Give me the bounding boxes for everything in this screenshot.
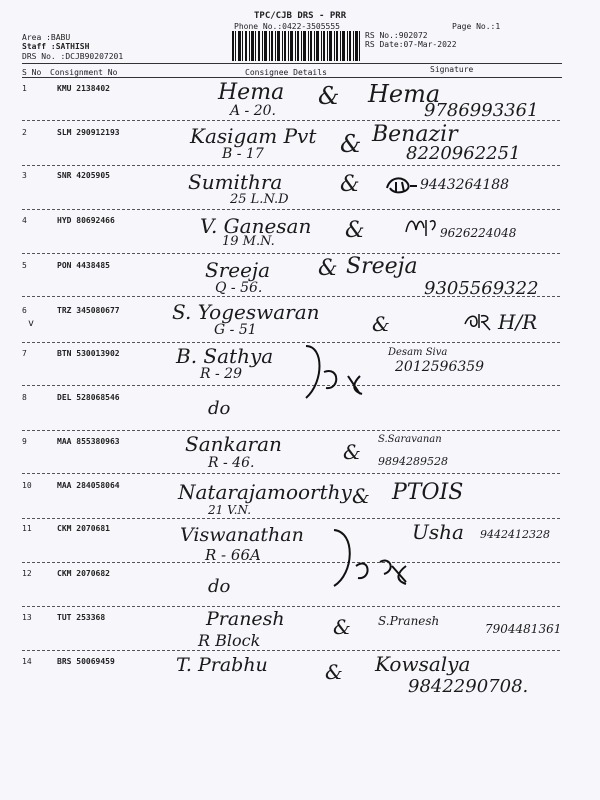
handwritten-signature-scribble [384,174,418,198]
staff-label: Staff :SATHISH [22,42,90,51]
handwritten-ampersand: & [343,440,361,464]
handwritten-address: R - 46. [208,455,255,471]
handwritten-phone: 9443264188 [420,177,510,193]
col-sno: S No [22,68,42,77]
handwritten-signature: S.Saravanan [378,434,442,445]
handwritten-phone: 9786993361 [424,100,539,121]
handwritten-address: A - 20. [230,103,277,119]
row-sno: 4 [22,216,27,225]
phone-number: Phone No.:0422-3505555 [234,22,340,31]
handwritten-ampersand: & [345,218,365,243]
handwritten-ampersand: & [325,660,343,684]
rs-date: RS Date:07-Mar-2022 [365,40,457,49]
handwritten-address: B - 17 [222,146,264,162]
row-divider [22,473,560,474]
area-label: Area :BABU [22,33,71,42]
handwritten-address: R Block [198,631,261,650]
row-divider [22,253,560,254]
handwritten-ampersand: & [318,256,338,281]
row-consignment: MAA 284058064 [57,481,120,490]
row-divider [22,165,560,166]
row-sno: 8 [22,393,27,402]
handwritten-consignee-name: Sreeja [205,258,271,282]
row-sno: 10 [22,481,32,490]
row-consignment: BRS 50069459 [57,657,115,666]
handwritten-address: R - 66A [205,546,261,564]
col-consignee: Consignee Details [245,68,327,77]
handwritten-phone: 8220962251 [406,143,521,164]
row-divider [22,518,560,519]
page-number: Page No.:1 [452,22,501,31]
handwritten-signature-scribble [404,214,440,240]
handwritten-ampersand: & [372,312,390,336]
rs-number: RS No.:902072 [365,31,428,40]
row-divider [22,606,560,607]
handwritten-signature: S.Pranesh [378,614,440,628]
row-divider [22,430,560,431]
row-divider [22,650,560,651]
col-consignment: Consignment No [50,68,118,77]
header-top-rule [22,63,562,64]
handwritten-ditto-bracket [330,526,410,590]
handwritten-address: R - 29 [200,366,242,382]
drs-number: DRS No. :DCJB90207201 [22,52,124,61]
handwritten-consignee-name: Hema [218,80,285,105]
handwritten-consignee-name: Kasigam Pvt [190,124,317,148]
handwritten-consignee-name: B. Sathya [176,344,274,368]
handwritten-signature: Hema [368,80,441,108]
row-divider [22,562,560,563]
row-consignment: CKM 2070681 [57,524,110,533]
tick-mark: v [28,318,35,329]
handwritten-signature: Kowsalya [375,652,471,676]
row-consignment: MAA 855380963 [57,437,120,446]
handwritten-address: G - 51 [214,322,257,338]
handwritten-address: 19 M.N. [222,234,275,249]
row-sno: 13 [22,613,32,622]
row-sno: 9 [22,437,27,446]
handwritten-phone: 9305569322 [424,278,539,299]
header-bottom-rule [22,77,562,78]
handwritten-phone: 9626224048 [440,226,517,240]
row-consignment: DEL 528068546 [57,393,120,402]
handwritten-consignee-name: S. Yogeswaran [172,300,320,324]
handwritten-address: Q - 56. [215,280,263,296]
handwritten-ampersand: & [340,172,360,197]
handwritten-signature: H/R [498,310,538,334]
handwritten-signature: Desam Siva [388,347,448,358]
handwritten-phone: 9442412328 [480,528,550,541]
handwritten-ditto-bracket [300,342,370,402]
row-sno: 6 [22,306,27,315]
row-consignment: PON 4438485 [57,261,110,270]
handwritten-consignee-name: V. Ganesan [200,214,312,238]
handwritten-consignee-name: Sankaran [185,432,282,456]
handwritten-address: 21 V.N. [208,503,252,517]
handwritten-signature: Sreeja [346,254,418,279]
row-sno: 11 [22,524,32,533]
handwritten-ampersand: & [352,484,370,508]
document-title: TPC/CJB DRS - PRR [254,11,347,21]
row-sno: 3 [22,171,27,180]
row-consignment: TUT 253368 [57,613,106,622]
handwritten-address: 25 L.N.D [230,192,289,207]
handwritten-phone: 7904481361 [485,622,562,636]
row-sno: 5 [22,261,27,270]
row-consignment: BTN 530013902 [57,349,120,358]
handwritten-consignee-name: Pranesh [206,608,285,630]
handwritten-phone: 9842290708. [408,676,529,697]
handwritten-consignee-name: Viswanathan [180,524,304,546]
row-sno: 12 [22,569,32,578]
barcode-image [232,31,360,61]
handwritten-signature: PTOIS [392,480,464,505]
handwritten-signature: Usha [412,520,464,544]
row-consignment: KMU 2138402 [57,84,110,93]
handwritten-ditto: do [208,576,231,597]
handwritten-ampersand: & [333,615,351,639]
handwritten-signature-scribble [463,310,493,332]
handwritten-consignee-name: T. Prabhu [176,654,268,676]
handwritten-phone: 9894289528 [378,455,448,468]
row-consignment: SLM 290912193 [57,128,120,137]
handwritten-ampersand: & [340,130,362,158]
row-divider [22,209,560,210]
row-consignment: HYD 80692466 [57,216,115,225]
handwritten-signature: Benazir [372,122,458,147]
handwritten-ampersand: & [318,82,340,110]
row-sno: 14 [22,657,32,666]
col-signature: Signature [430,65,474,74]
row-consignment: CKM 2070682 [57,569,110,578]
handwritten-phone: 2012596359 [395,359,485,375]
handwritten-consignee-name: Natarajamoorthy [178,480,352,504]
handwritten-ditto: do [208,398,231,419]
row-consignment: SNR 4205905 [57,171,110,180]
row-divider [22,342,560,343]
row-divider [22,385,560,386]
handwritten-consignee-name: Sumithra [188,170,283,194]
row-sno: 7 [22,349,27,358]
row-sno: 1 [22,84,27,93]
row-sno: 2 [22,128,27,137]
row-consignment: TRZ 345080677 [57,306,120,315]
